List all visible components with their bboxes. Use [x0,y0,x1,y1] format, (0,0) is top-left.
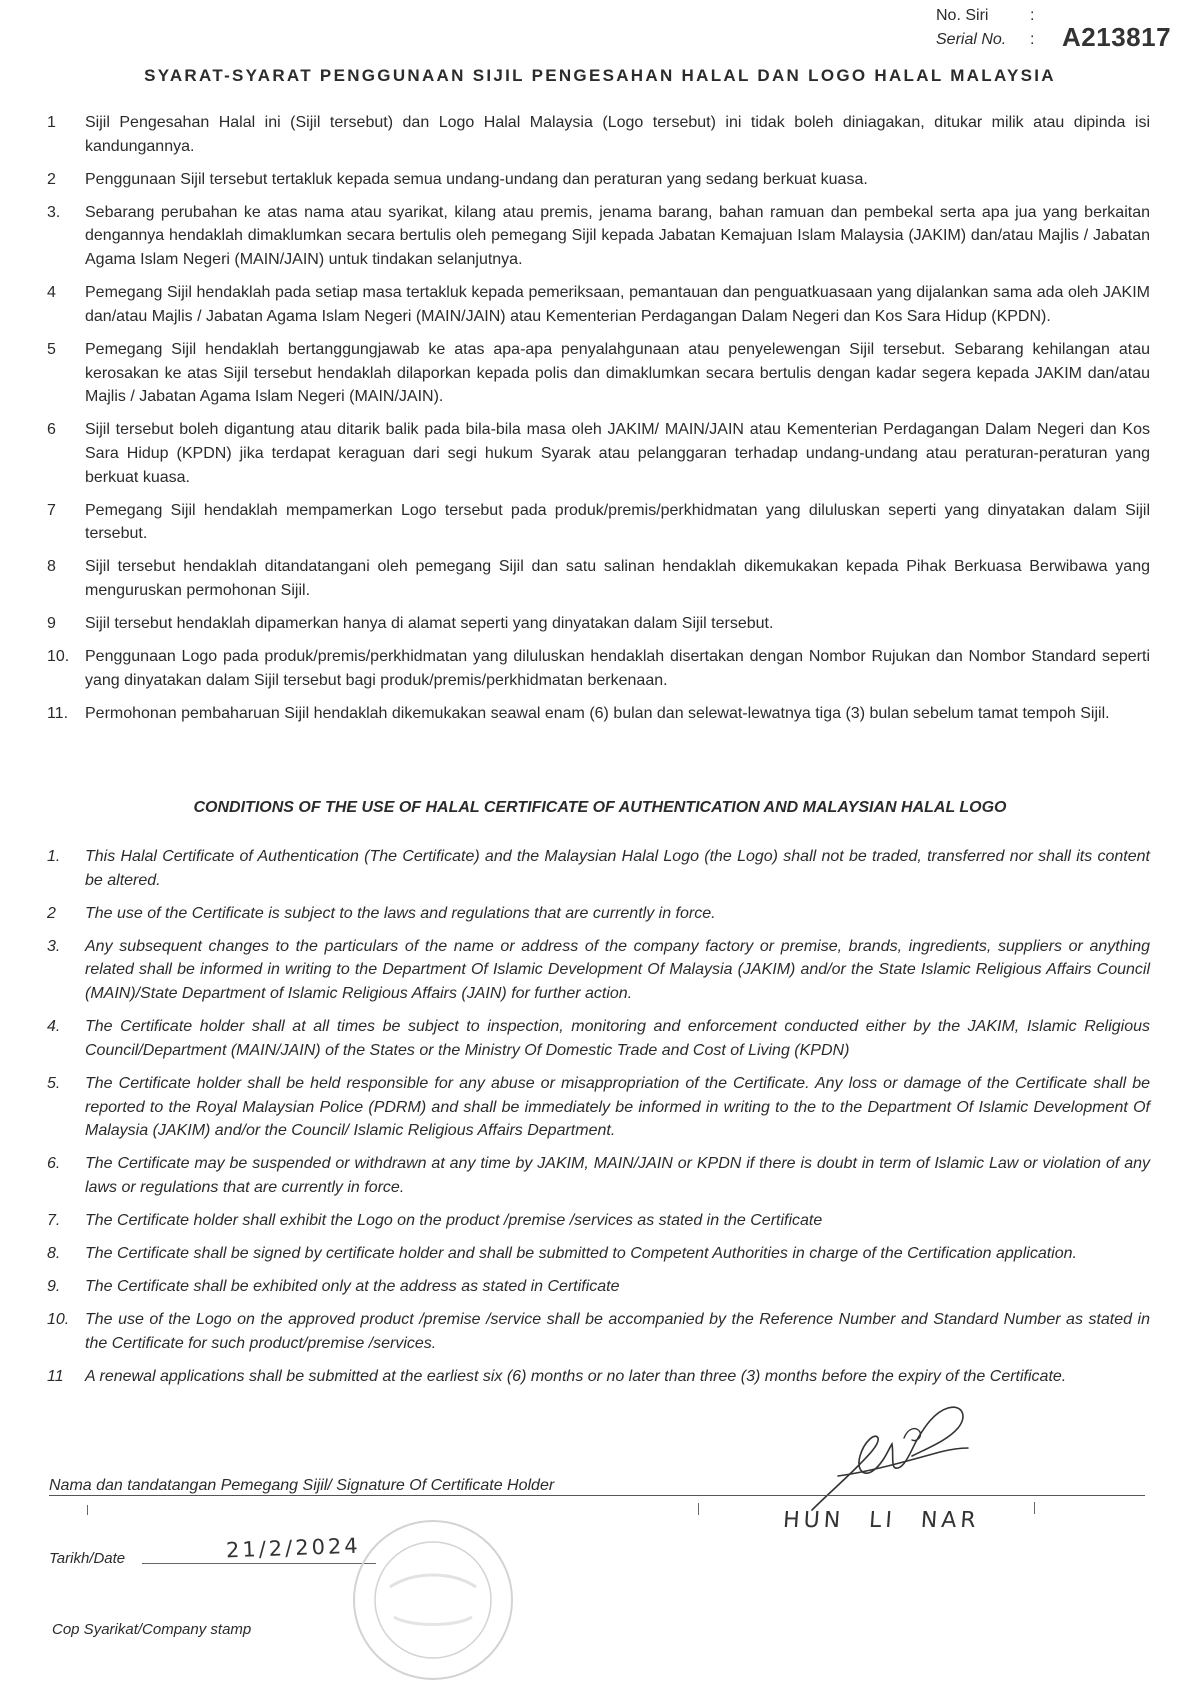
item-text: Sijil Pengesahan Halal ini (Sijil tersebut) dan Logo Halal Malaysia (Logo tersebut) ini tidak boleh diniagakan, ditukar milik atau dipinda isi kandungannya. [85,114,1150,155]
serial-number: A213817 [1062,22,1172,52]
item-text: The Certificate shall be signed by certificate holder and shall be submitted to Competent Authorities in charge of the Certification application. [85,1244,1077,1262]
english-condition-item [0,1365,1150,1389]
malay-condition-item [0,338,1150,409]
item-text: Sebarang perubahan ke atas nama atau syarikat, kilang atau premis, jenama barang, bahan ramuan dan pembekal serta apa jua yang berkaitan dengannya hendaklah dimaklumkan secara bertulis oleh pemegang Sijil kepada Jabatan Kemajuan Islam Malaysia (JAKIM) dan/atau Majlis / Jabatan Agama Islam Negeri (MAIN/JAIN) untuk tindakan selanjutnya. [85,203,1150,269]
item-number: 8 [47,558,56,576]
english-condition-item [0,845,1150,892]
english-condition-item [0,1308,1150,1355]
serial-siri-label: No. Siri [936,7,989,24]
item-number: 7. [47,1211,61,1229]
item-text: Pemegang Sijil hendaklah mempamerkan Logo tersebut pada produk/premis/perkhidmatan yang diluluskan seperti yang dinyatakan dalam Sijil tersebut. [85,501,1150,543]
holder-handwritten-name: HUN LI NAR [782,1508,981,1533]
english-section-title: CONDITIONS OF THE USE OF HALAL CERTIFICATE OF AUTHENTICATION AND MALAYSIAN HALAL LOGO [193,799,1007,816]
item-number: 1 [47,114,56,131]
handwritten-signature [808,1398,973,1518]
malay-condition-item [0,168,1150,192]
item-text: Sijil tersebut hendaklah ditandatangani oleh pemegang Sijil dan satu salinan hendaklah dikemukakan kepada Pihak Berkuasa Berwibawa yang menguruskan permohonan Sijil. [85,558,1150,600]
item-number: 11. [47,704,69,722]
date-label: Tarikh/Date [49,1550,126,1567]
malay-condition-item [0,555,1150,602]
item-text: Permohonan pembaharuan Sijil hendaklah dikemukakan seawal enam (6) bulan dan selewat-lewatnya tiga (3) bulan sebelum tamat tempoh Sijil. [85,704,1110,722]
company-stamp-imprint [350,1517,516,1683]
company-stamp-label: Cop Syarikat/Company stamp [52,1621,252,1638]
item-number: 2 [47,170,56,188]
item-text: Penggunaan Logo pada produk/premis/perkhidmatan yang diluluskan hendaklah disertakan dengan Nombor Rujukan dan Nombor Standard seperti yang dinyatakan dalam Sijil tersebut bagi produk/premis/perkhidmatan berkenaan. [85,648,1150,689]
malay-condition-item [0,418,1150,489]
english-condition-item [0,1152,1150,1199]
malay-condition-item [0,612,1150,636]
item-number: 4 [47,284,56,302]
item-text: Sijil tersebut hendaklah dipamerkan hanya di alamat seperti yang dinyatakan dalam Sijil tersebut. [85,615,774,633]
item-text: The Certificate holder shall be held responsible for any abuse or misappropriation of the Certificate. Any loss or damage of the Certificate shall be reported to the Royal Malaysian Police (PDRM) and shall be immediately be informed in writing to the to the Department Of Islamic Development Of Malaysia (JAKIM) and/or the Council/ Islamic Religious Affairs Department. [85,1074,1150,1140]
item-text: The Certificate holder shall exhibit the Logo on the product /premise /services as stated in the Certificate [85,1211,823,1229]
item-text: The Certificate holder shall at all times be subject to inspection, monitoring and enforcement conducted either by the JAKIM, Islamic Religious Council/Department (MAIN/JAIN) of the States or the Ministry Of Domestic Trade and Cost of Living (KPDN) [85,1018,1150,1059]
malay-section-title: SYARAT-SYARAT PENGGUNAAN SIJIL PENGESAHAN HALAL DAN LOGO HALAL MALAYSIA [144,66,1056,85]
english-condition-item [0,1275,1150,1299]
item-text: This Halal Certificate of Authentication (The Certificate) and the Malaysian Halal Logo (the Logo) shall not be traded, transferred nor shall its content be altered. [85,848,1150,889]
item-number: 2 [47,904,56,922]
item-text: The use of the Logo on the approved product /premise /service shall be accompanied by the Reference Number and Standard Number as stated in the Certificate for such product/premise /services. [85,1310,1150,1352]
english-condition-item [0,1209,1150,1233]
serial-no-label: Serial No. [936,31,1007,48]
item-text: Any subsequent changes to the particulars of the name or address of the company factory or premise, brands, ingredients, suppliers or anything related shall be informed in writing to the Department Of Islamic Development Of Malaysia (JAKIM) and/or the State Islamic Religious Affairs Council (MAIN)/State Department of Islamic Religious Affairs (JAIN) for further action. [85,937,1150,1003]
item-text: Pemegang Sijil hendaklah bertanggungjawab ke atas apa-apa penyalahgunaan atau penyelewengan Sijil tersebut. Sebarang kehilangan atau kerosakan ke atas Sijil tersebut hendaklah dilaporkan kepada polis dan dimaklumkan secara bertulis dengan kadar segera kepada JAKIM dan/atau Majlis / Jabatan Agama Islam Negeri (MAIN/JAIN). [85,340,1150,406]
english-condition-item [0,1015,1150,1062]
item-number: 3. [47,203,61,221]
item-number: 10. [47,648,70,666]
item-number: 1. [47,848,61,865]
malay-condition-item [0,111,1150,158]
english-condition-item [0,935,1150,1006]
malay-condition-item [0,281,1150,328]
english-condition-item [0,902,1150,926]
scan-tick-mark [698,1503,699,1515]
english-condition-item [0,1072,1150,1143]
malay-condition-item [0,201,1150,272]
malay-condition-item [0,645,1150,692]
english-condition-item [0,1242,1150,1266]
item-number: 5. [47,1074,61,1092]
item-number: 7 [47,501,56,519]
scan-tick-mark [1034,1502,1035,1514]
item-number: 9 [47,615,56,633]
item-text: The Certificate may be suspended or withdrawn at any time by JAKIM, MAIN/JAIN or KPDN if there is doubt in term of Islamic Law or violation of any laws or regulations that are currently in force. [85,1155,1150,1196]
item-number: 4. [47,1018,61,1036]
signature-label: Nama dan tandatangan Pemegang Sijil/ Signature Of Certificate Holder [49,1477,1145,1496]
item-text: Pemegang Sijil hendaklah pada setiap masa tertakluk kepada pemeriksaan, pemantauan dan penguatkuasaan yang dijalankan sama ada oleh JAKIM dan/atau Majlis / Jabatan Agama Islam Negeri (MAIN/JAIN) atau Kementerian Perdagangan Dalam Negeri dan Kos Sara Hidup (KPDN). [85,284,1150,325]
item-number: 5 [47,340,56,358]
item-text: Penggunaan Sijil tersebut tertakluk kepada semua undang-undang dan peraturan yang sedang berkuat kuasa. [85,170,868,188]
date-handwritten-value: 21/2/2024 [225,1533,362,1563]
english-conditions-list [0,845,1200,1398]
item-text: The Certificate shall be exhibited only at the address as stated in Certificate [85,1277,620,1295]
item-text: The use of the Certificate is subject to the laws and regulations that are currently in force. [85,904,716,922]
item-number: 6 [47,421,56,439]
serial-siri-colon: : [1030,7,1035,24]
item-number: 6. [47,1155,61,1173]
item-number: 3. [47,937,61,955]
date-underline [142,1563,376,1564]
serial-no-colon: : [1030,31,1035,48]
item-number: 11 [47,1367,64,1385]
item-text: A renewal applications shall be submitted at the earliest six (6) months or no later than three (3) months before the expiry of the Certificate. [85,1367,1067,1385]
item-text: Sijil tersebut boleh digantung atau ditarik balik pada bila-bila masa oleh JAKIM/ MAIN/JAIN atau Kementerian Perdagangan Dalam Negeri dan Kos Sara Hidup (KPDN) jika terdapat keraguan dari segi hukum Syarak atau pelanggaran terhadap undang-undang atau peraturan-peraturan yang berkuat kuasa. [85,421,1150,486]
scan-tick-mark [87,1505,88,1515]
item-number: 10. [47,1310,70,1328]
malay-condition-item [0,702,1150,726]
item-number: 9. [47,1277,61,1295]
item-number: 8. [47,1244,61,1262]
malay-condition-item [0,499,1150,546]
malay-conditions-list [0,111,1200,735]
